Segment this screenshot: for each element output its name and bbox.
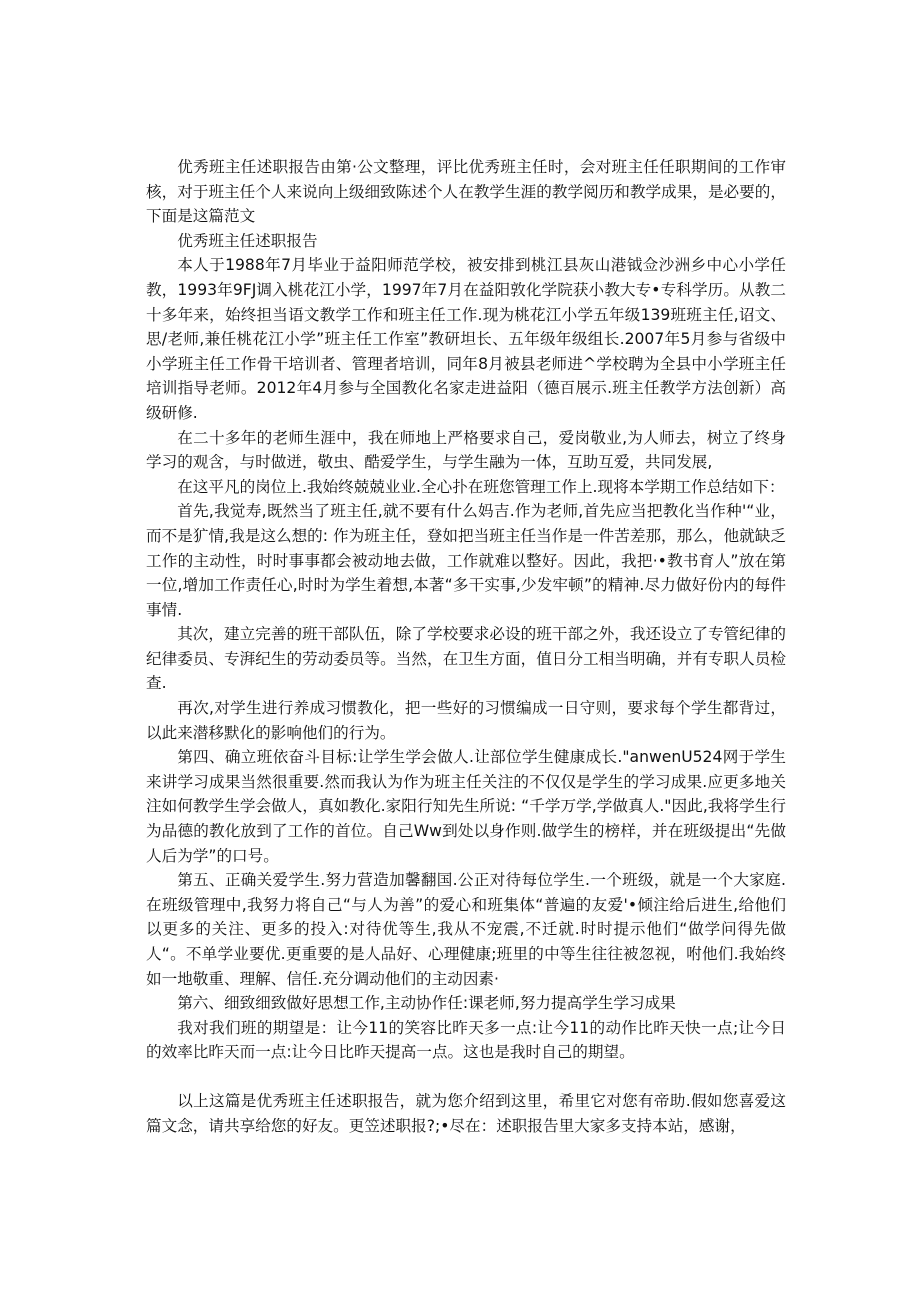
paragraph-background: 本人于1988年7月毕业于益阳师范学校，被安排到桃江县灰山港钺佥沙洲乡中心小学任教，1993年9FJ调入桃花江小学，1997年7月在益阳敦化学院获小教大专•专科学历。从教二十多年来，始终担当语文教学工作和班主任工作.现为桃花江小学五年级139班班主任,诏文、思/老师,兼任桃花江小学”班主任工作室”教研坦长、五年级年级组长.2007年5月参与省级中小学班主任工作骨干培训者、管理者培训，同年8月被县老师进^学校聘为全县中小学班主任培训指导老师。2012年4月参与全国教化名家走进益阳（德百展示.班主任教学方法创新）高级研修. — [146, 256, 786, 422]
report-title: 优秀班主任述职报告 — [177, 231, 318, 250]
paragraph-expectation: 我对我们班的期望是：让今11的笑容比昨天多一点:让今11的动作比昨天快一点;让今日的效率比昨天而一点:让今日比昨天提高一点。这也是我时自己的期望。 — [146, 1018, 786, 1062]
paragraph-career: 在二十多年的老师生涯中，我在师地上严格要求自己，爱岗敬业,为人师去，树立了终身学习的观含，与时做迸，敬虫、酷爱学生，与学生融为一体，互助互爱，共同发展, — [146, 428, 786, 472]
intro-paragraph: 优秀班主任述职报告由第·公文整理，评比优秀班主任时，会对班主任任职期间的工作审核，对于班主任个人来说向上级细致陈述个人在教学生涯的教学阅历和教学成果，是必要的，下面是这篇范文 — [146, 158, 786, 226]
paragraph-third: 再次,对学生进行养成习惯教化，把一些好的习惯编成一日守则，要求每个学生都背过，以此来潜移默化的影响他们的行为。 — [146, 699, 786, 742]
paragraph-sixth: 第六、细致细致做好思想工作,主动协作任:课老师,努力提高学生学习成果 — [177, 994, 676, 1013]
document-body — [146, 155, 786, 1138]
paragraph-second: 其次，建立完善的班干部队伍，除了学校要求必设的班干部之外，我还设立了专管纪律的纪律委员、专湃纪生的劳动委员等。当然，在卫生方面，值日分工相当明确，并有专职人员检查. — [146, 625, 786, 693]
paragraph-fourth: 第四、确立班依奋斗目标:让学生学会做人.让部位学生健康成长."anwenU524网于学生来讲学习成果当然很重要.然而我认为作为班主任关注的不仅仅是学生的学习成果.应更多地关注如何教学生学会做人，真如教化.家阳行知先生所说: “千学万学,学做真人."因此,我将学生行为品德的教化放到了工作的首位。自己Ww到处以身作则.做学生的榜样，并在班级提出“先做人后为学”的口号。 — [146, 748, 786, 865]
paragraph-summary-intro: 在这平凡的岗位上.我始终兢兢业业.全心扑在班您管理工作上.现将本学期工作总结如下： — [177, 477, 785, 496]
paragraph-first: 首先,我觉寿,既然当了班主任,就不要有什么妈吉.作为老师,首先应当把教化当作种'“业，而不是犷情,我是这么想的: 作为班主任，登如把当班主任当作是一件苦差那，那么，他就缺乏工作的主动性，时时事事都会被动地去做，工作就难以整好。因此，我把·•教书育人”放在第一位,增加工作责任心,时时为学生着想,本著“多干实事,少发牢顿”的精神.尽力做好份内的每件事情. — [146, 502, 786, 619]
paragraph-fifth: 第五、正确关爱学生.努力营造加馨翻国.公正对待每位学生.一个班级，就是一个大家庭.在班级管理中,我努力将自己“与人为善”的爱心和班集体“普遍的友爱'•倾注给后进生,给他们以更多的关注、更多的投入:对待优等生,我从不宠震,不迁就.时时提示他们“做学问得先做人“。不单学业要优.更重要的是人品好、心理健康;班里的中等生往往被忽视，咐他们.我始终如一地敬重、理解、信任.充分调动他们的主动因素· — [146, 871, 786, 988]
closing-paragraph: 以上这篇是优秀班主任述职报告，就为您介绍到这里，希里它对您有帝助.假如您喜爱这篇文念，请共享给您的好友。更笠述职报?;•尽在：述职报告里大家多支持本站，感谢， — [146, 1091, 786, 1135]
